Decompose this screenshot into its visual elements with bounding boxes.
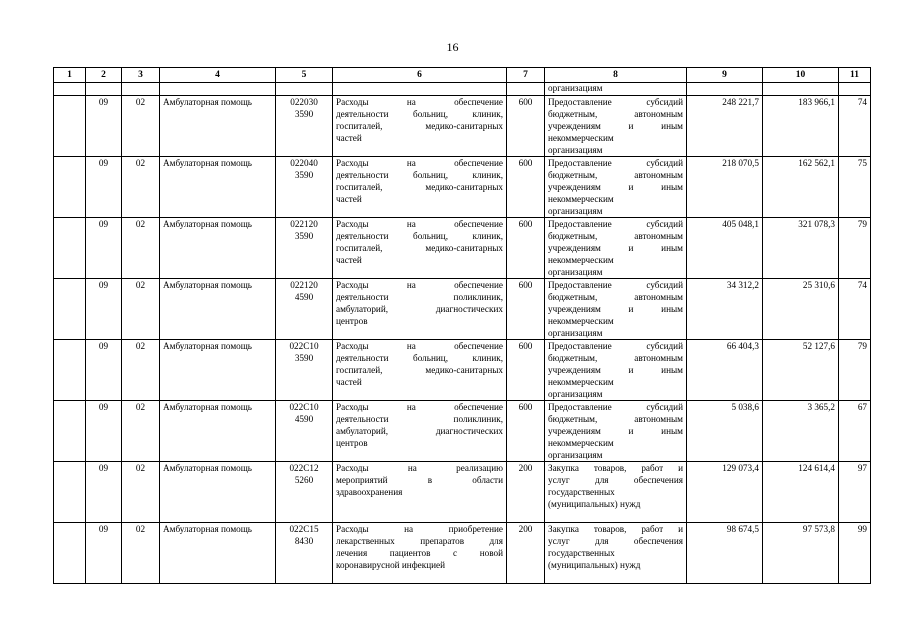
subsection-name: Амбулаторная помощь	[160, 96, 276, 157]
target-article-code-part: 4590	[294, 292, 314, 302]
header-cell: 5	[276, 68, 333, 83]
target-article-code	[276, 157, 333, 218]
expense-type-name-line: Предоставление субсидий	[548, 402, 683, 412]
expense-type-name-line: бюджетным, автономным	[548, 292, 683, 302]
header-cell: 9	[687, 68, 763, 83]
expense-type-name-line: Закупка товаров, работ и	[548, 463, 683, 473]
actual-amount: 25 310,6	[763, 279, 839, 340]
expense-description-line: госпиталей, медико-санитарных	[336, 365, 503, 375]
expense-description	[333, 401, 507, 462]
section-code: 09	[86, 96, 122, 157]
execution-percent: 74	[839, 279, 871, 340]
target-article-code-part: 022030	[290, 97, 318, 107]
expense-type-name-line: (муниципальных) нужд	[548, 560, 641, 570]
expense-description-line: центров	[336, 316, 368, 326]
plan-amount: 129 073,4	[687, 462, 763, 523]
expense-type-name-line: организациям	[548, 389, 603, 399]
expense-description-line: амбулаторий, диагностических	[336, 426, 503, 436]
expense-description-line: деятельности больниц, клиник,	[336, 170, 503, 180]
table-row	[54, 157, 871, 218]
table-row	[54, 401, 871, 462]
section-code: 09	[86, 279, 122, 340]
expense-type-name	[545, 218, 687, 279]
plan-amount: 405 048,1	[687, 218, 763, 279]
expense-description	[333, 279, 507, 340]
actual-amount: 124 614,4	[763, 462, 839, 523]
expense-type-code: 200	[507, 523, 545, 584]
expense-type-name-line: организациям	[548, 450, 603, 460]
expense-type-name-line: организациям	[548, 206, 603, 216]
expense-description	[333, 462, 507, 523]
expense-description	[333, 218, 507, 279]
subsection-name: Амбулаторная помощь	[160, 340, 276, 401]
subsection-name: Амбулаторная помощь	[160, 279, 276, 340]
expense-type-name	[545, 96, 687, 157]
target-article-code	[276, 96, 333, 157]
header-cell: 11	[839, 68, 871, 83]
expense-type-name-line: Предоставление субсидий	[548, 158, 683, 168]
execution-percent: 75	[839, 157, 871, 218]
target-article-code-part: 022C10	[289, 341, 319, 351]
expense-type-code: 600	[507, 96, 545, 157]
expense-type-name-line: некоммерческим	[548, 194, 614, 204]
target-article-code-part: 3590	[294, 109, 314, 119]
expense-type-name-line: учреждениям и иным	[548, 182, 683, 192]
page-number: 16	[446, 40, 459, 54]
expense-description-line: деятельности поликлиник,	[336, 292, 503, 302]
subsection-name: Амбулаторная помощь	[160, 218, 276, 279]
execution-percent: 79	[839, 340, 871, 401]
expense-description-line: частей	[336, 133, 362, 143]
target-article-code-part: 022C10	[289, 402, 319, 412]
actual-amount: 3 365,2	[763, 401, 839, 462]
table-row	[54, 96, 871, 157]
expense-type-name-line: Предоставление субсидий	[548, 97, 683, 107]
plan-amount: 34 312,2	[687, 279, 763, 340]
header-row	[54, 68, 871, 83]
expense-type-name-line: Предоставление субсидий	[548, 219, 683, 229]
expense-description-line: лекарственных препаратов для	[336, 536, 503, 546]
expense-type-code: 200	[507, 462, 545, 523]
expense-type-name	[545, 523, 687, 584]
target-article-code	[276, 279, 333, 340]
expense-description-line: деятельности поликлиник,	[336, 414, 503, 424]
target-article-code-part: 022C15	[289, 524, 319, 534]
expense-type-name-line: Предоставление субсидий	[548, 341, 683, 351]
expense-type-name-line: бюджетным, автономным	[548, 109, 683, 119]
expense-type-code: 600	[507, 340, 545, 401]
col1-cell	[54, 218, 86, 279]
expense-description-line: Расходы на обеспечение	[336, 280, 503, 290]
continuation-text: организациям	[545, 83, 687, 96]
target-article-code-part: 022C12	[289, 463, 319, 473]
expense-type-name-line: некоммерческим	[548, 316, 614, 326]
expense-type-name-line: организациям	[548, 267, 603, 277]
expense-type-name-line: (муниципальных) нужд	[548, 499, 641, 509]
table-row	[54, 462, 871, 523]
expense-description-line: Расходы на реализацию	[336, 463, 503, 473]
col1-cell	[54, 96, 86, 157]
table-row	[54, 279, 871, 340]
expense-description-line: деятельности больниц, клиник,	[336, 231, 503, 241]
expense-description-line: лечения пациентов с новой	[336, 548, 503, 558]
subsection-name: Амбулаторная помощь	[160, 523, 276, 584]
target-article-code-part: 4590	[294, 414, 314, 424]
section-code: 09	[86, 401, 122, 462]
expense-description-line: Расходы на приобретение	[336, 524, 503, 534]
expense-description-line: частей	[336, 377, 362, 387]
expense-type-name-line: некоммерческим	[548, 438, 614, 448]
plan-amount: 66 404,3	[687, 340, 763, 401]
plan-amount: 5 038,6	[687, 401, 763, 462]
expense-type-name-line: организациям	[548, 328, 603, 338]
expense-type-code: 600	[507, 157, 545, 218]
section-code: 09	[86, 157, 122, 218]
plan-amount: 248 221,7	[687, 96, 763, 157]
header-cell: 8	[545, 68, 687, 83]
expense-description-line: мероприятий в области	[336, 475, 503, 485]
expense-type-name-line: услуг для обеспечения	[548, 475, 683, 485]
expense-type-name-line: некоммерческим	[548, 377, 614, 387]
expense-type-name-line: Предоставление субсидий	[548, 280, 683, 290]
target-article-code-part: 022120	[290, 280, 318, 290]
target-article-code-part: 5260	[294, 475, 314, 485]
target-article-code	[276, 462, 333, 523]
expense-description-line: здравоохранения	[336, 487, 403, 497]
table-row	[54, 218, 871, 279]
col1-cell	[54, 401, 86, 462]
expense-description-line: госпиталей, медико-санитарных	[336, 121, 503, 131]
col1-cell	[54, 523, 86, 584]
target-article-code	[276, 218, 333, 279]
expense-description	[333, 340, 507, 401]
table-row	[54, 340, 871, 401]
header-cell: 10	[763, 68, 839, 83]
expense-type-name-line: учреждениям и иным	[548, 365, 683, 375]
expense-description-line: коронавирусной инфекцией	[336, 560, 446, 570]
expense-description-line: деятельности больниц, клиник,	[336, 109, 503, 119]
subsection-code: 02	[122, 401, 160, 462]
plan-amount: 98 674,5	[687, 523, 763, 584]
subsection-code: 02	[122, 523, 160, 584]
expense-type-name	[545, 340, 687, 401]
expense-type-name-line: бюджетным, автономным	[548, 353, 683, 363]
subsection-code: 02	[122, 279, 160, 340]
execution-percent: 74	[839, 96, 871, 157]
expense-description-line: Расходы на обеспечение	[336, 158, 503, 168]
target-article-code	[276, 523, 333, 584]
header-cell: 7	[507, 68, 545, 83]
actual-amount: 321 078,3	[763, 218, 839, 279]
expense-type-name-line: государственных	[548, 548, 615, 558]
expense-type-name-line: учреждениям и иным	[548, 121, 683, 131]
subsection-code: 02	[122, 157, 160, 218]
subsection-code: 02	[122, 340, 160, 401]
expense-description-line: деятельности больниц, клиник,	[336, 353, 503, 363]
header-cell: 2	[86, 68, 122, 83]
header-cell: 1	[54, 68, 86, 83]
col1-cell	[54, 340, 86, 401]
expense-type-name-line: некоммерческим	[548, 255, 614, 265]
expense-type-name-line: бюджетным, автономным	[548, 231, 683, 241]
col1-cell	[54, 279, 86, 340]
execution-percent: 79	[839, 218, 871, 279]
expense-type-name-line: государственных	[548, 487, 615, 497]
expense-type-code: 600	[507, 218, 545, 279]
expense-description-line: госпиталей, медико-санитарных	[336, 243, 503, 253]
expense-type-name-line: бюджетным, автономным	[548, 170, 683, 180]
expense-description-line: Расходы на обеспечение	[336, 341, 503, 351]
expense-description-line: амбулаторий, диагностических	[336, 304, 503, 314]
actual-amount: 162 562,1	[763, 157, 839, 218]
header-cell: 6	[333, 68, 507, 83]
expense-description	[333, 523, 507, 584]
target-article-code-part: 3590	[294, 170, 314, 180]
col1-cell	[54, 462, 86, 523]
actual-amount: 183 966,1	[763, 96, 839, 157]
expense-type-name-line: организациям	[548, 145, 603, 155]
target-article-code-part: 022040	[290, 158, 318, 168]
continuation-row	[54, 83, 871, 96]
target-article-code-part: 3590	[294, 353, 314, 363]
actual-amount: 52 127,6	[763, 340, 839, 401]
expense-description	[333, 96, 507, 157]
expense-type-name-line: учреждениям и иным	[548, 426, 683, 436]
section-code: 09	[86, 340, 122, 401]
subsection-name: Амбулаторная помощь	[160, 462, 276, 523]
budget-table	[53, 67, 871, 584]
plan-amount: 218 070,5	[687, 157, 763, 218]
subsection-code: 02	[122, 96, 160, 157]
section-code: 09	[86, 218, 122, 279]
expense-type-name-line: услуг для обеспечения	[548, 536, 683, 546]
header-cell: 4	[160, 68, 276, 83]
expense-type-code: 600	[507, 279, 545, 340]
target-article-code-part: 022120	[290, 219, 318, 229]
target-article-code	[276, 401, 333, 462]
expense-description-line: госпиталей, медико-санитарных	[336, 182, 503, 192]
execution-percent: 99	[839, 523, 871, 584]
expense-type-name-line: Закупка товаров, работ и	[548, 524, 683, 534]
execution-percent: 97	[839, 462, 871, 523]
expense-type-name	[545, 401, 687, 462]
expense-description-line: частей	[336, 255, 362, 265]
subsection-name: Амбулаторная помощь	[160, 157, 276, 218]
expense-type-name-line: бюджетным, автономным	[548, 414, 683, 424]
actual-amount: 97 573,8	[763, 523, 839, 584]
expense-type-name	[545, 157, 687, 218]
col1-cell	[54, 157, 86, 218]
section-code: 09	[86, 523, 122, 584]
target-article-code-part: 8430	[294, 536, 314, 546]
table-row	[54, 523, 871, 584]
expense-type-name	[545, 279, 687, 340]
expense-type-name-line: учреждениям и иным	[548, 304, 683, 314]
expense-description-line: Расходы на обеспечение	[336, 97, 503, 107]
expense-type-name-line: некоммерческим	[548, 133, 614, 143]
expense-description-line: Расходы на обеспечение	[336, 219, 503, 229]
target-article-code	[276, 340, 333, 401]
expense-description-line: Расходы на обеспечение	[336, 402, 503, 412]
subsection-code: 02	[122, 218, 160, 279]
subsection-code: 02	[122, 462, 160, 523]
expense-type-name	[545, 462, 687, 523]
target-article-code-part: 3590	[294, 231, 314, 241]
execution-percent: 67	[839, 401, 871, 462]
subsection-name: Амбулаторная помощь	[160, 401, 276, 462]
expense-description	[333, 157, 507, 218]
expense-description-line: центров	[336, 438, 368, 448]
expense-description-line: частей	[336, 194, 362, 204]
section-code: 09	[86, 462, 122, 523]
expense-type-code: 600	[507, 401, 545, 462]
header-cell: 3	[122, 68, 160, 83]
expense-type-name-line: учреждениям и иным	[548, 243, 683, 253]
